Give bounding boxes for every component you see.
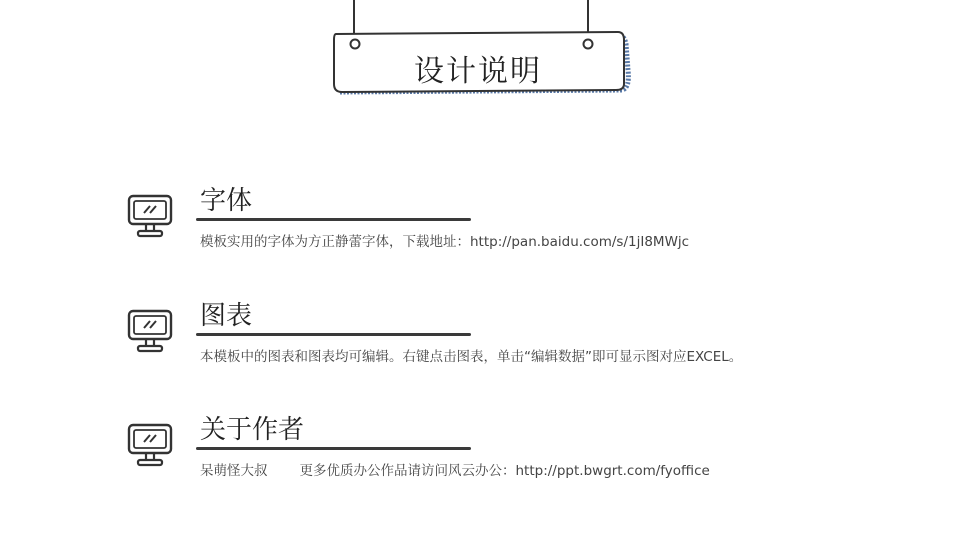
section-text-author [200,459,710,479]
section-font [126,186,826,276]
heading-underline [196,218,471,221]
title-sign [330,0,632,104]
page-title: 设计说明 [414,54,542,89]
heading-underline [196,447,471,450]
computer-monitor-icon [126,307,174,359]
author-name: 呆萌怪大叔 [200,463,268,479]
section-author [126,415,826,505]
section-heading-author: 关于作者 [200,415,305,445]
heading-underline [196,333,471,336]
computer-monitor-icon [126,192,174,244]
section-heading-chart: 图表 [200,301,253,331]
computer-monitor-icon [126,421,174,473]
section-text-font: 模板实用的字体为方正静蕾字体，下载地址：http://pan.baidu.com/s/1jI8MWjc [200,234,690,250]
author-link-text: 更多优质办公作品请访问风云办公：http://ppt.bwgrt.com/fyoffice [299,463,710,479]
section-text-chart: 本模板中的图表和图表均可编辑。右键点击图表，单击“编辑数据”即可显示图对应EXCEL。 [200,349,743,365]
section-chart [126,301,826,391]
section-heading-font: 字体 [200,186,253,216]
